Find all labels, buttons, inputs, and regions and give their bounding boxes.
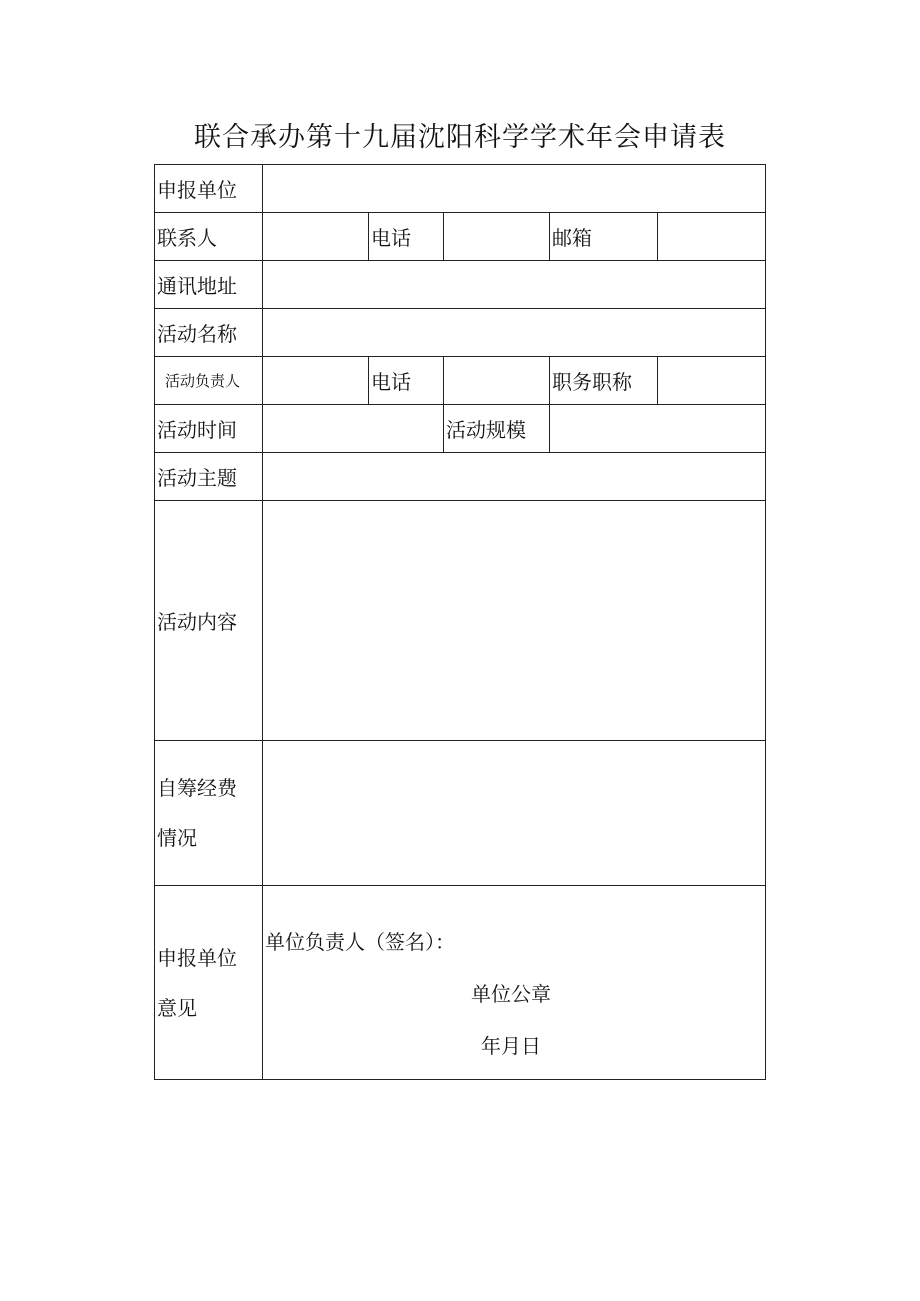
- row-activity-name: [155, 309, 766, 357]
- field-mailing-address[interactable]: [263, 261, 766, 309]
- label-unit-opinion-line1: 申报单位: [157, 945, 237, 970]
- label-self-funding-line1: 自筹经费: [157, 776, 237, 800]
- field-applicant-unit[interactable]: [263, 165, 766, 213]
- row-activity-content: [155, 501, 766, 741]
- label-contact-person: 联系人: [155, 213, 263, 261]
- field-activity-content[interactable]: [263, 501, 766, 741]
- field-activity-scale[interactable]: [550, 405, 766, 453]
- field-self-funding[interactable]: [263, 741, 766, 886]
- label-activity-leader: 活动负责人: [155, 357, 263, 405]
- row-contact: [155, 213, 766, 261]
- field-contact-person[interactable]: [263, 213, 369, 261]
- row-applicant-unit: [155, 165, 766, 213]
- label-self-funding-line2: 情况: [157, 826, 197, 850]
- label-leader-phone: 电话: [369, 357, 444, 405]
- label-phone: 电话: [369, 213, 444, 261]
- seal-label: 单位公章: [471, 982, 551, 1006]
- label-applicant-unit: 申报单位: [155, 165, 263, 213]
- field-phone[interactable]: [444, 213, 550, 261]
- row-activity-theme: [155, 453, 766, 501]
- row-unit-opinion: [155, 886, 766, 1080]
- field-leader-phone[interactable]: [444, 357, 550, 405]
- label-activity-time: 活动时间: [155, 405, 263, 453]
- row-self-funding: [155, 741, 766, 886]
- label-activity-scale: 活动规模: [444, 405, 550, 453]
- row-activity-time: [155, 405, 766, 453]
- form-title: 联合承办第十九届沈阳科学学术年会申请表: [194, 122, 726, 153]
- label-activity-name: 活动名称: [155, 309, 263, 357]
- opinion-box: [263, 886, 765, 1079]
- field-activity-leader[interactable]: [263, 357, 369, 405]
- field-unit-opinion[interactable]: [263, 886, 766, 1080]
- label-unit-opinion-line2: 意见: [157, 995, 197, 1020]
- field-activity-name[interactable]: [263, 309, 766, 357]
- field-activity-theme[interactable]: [263, 453, 766, 501]
- label-job-title: 职务职称: [550, 357, 658, 405]
- label-mailing-address: 通讯地址: [155, 261, 263, 309]
- field-job-title[interactable]: [658, 357, 766, 405]
- label-self-funding: [155, 741, 263, 886]
- label-activity-theme: 活动主题: [155, 453, 263, 501]
- field-email[interactable]: [658, 213, 766, 261]
- row-mailing-address: [155, 261, 766, 309]
- label-unit-opinion: [155, 886, 263, 1080]
- application-form-table: [154, 164, 766, 1080]
- row-activity-leader: [155, 357, 766, 405]
- label-activity-content: 活动内容: [155, 501, 263, 741]
- signature-label: 单位负责人（签名）：: [265, 930, 455, 954]
- label-email: 邮箱: [550, 213, 658, 261]
- date-label: 年月日: [481, 1034, 541, 1058]
- field-activity-time[interactable]: [263, 405, 444, 453]
